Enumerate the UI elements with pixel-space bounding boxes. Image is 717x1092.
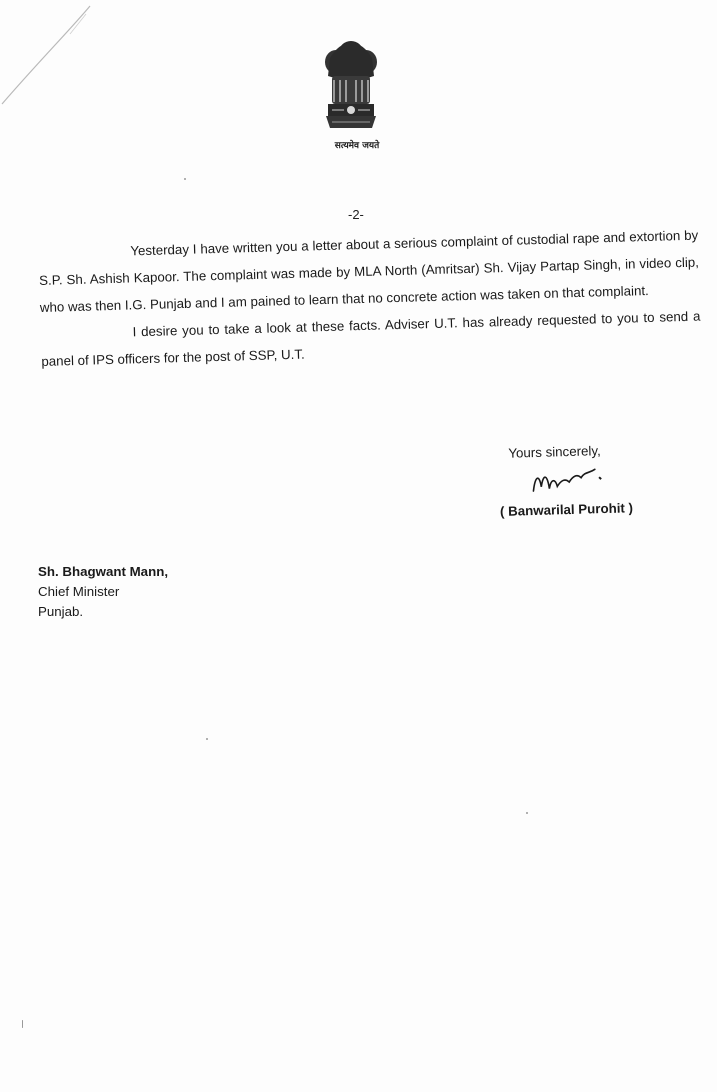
body-paragraph-1: Yesterday I have written you a letter about a serious complaint of custodial rape and extortion by S.P. Sh. Ashish Kapoor. The complaint was made by MLA North (Amritsar) Sh. Vijay Partap Singh, in video clip, who was then I.G. Punjab and I am pained to learn that no concrete action was taken on that complaint. [38,227,700,315]
paper-fold-mark [0,0,120,120]
paper-speck [22,1020,23,1028]
closing-salutation: Yours sincerely, [508,443,601,461]
sender-name: ( Banwarilal Purohit ) [499,500,634,519]
state-emblem-icon [318,36,384,146]
handwritten-signature [529,463,610,499]
recipient-place: Punjab. [38,604,84,619]
paper-speck [526,812,528,814]
letter-body [38,222,702,375]
closing-block [498,436,658,519]
recipient-address [38,562,168,622]
page-number: -2- [348,207,364,222]
body-paragraph-2: I desire you to take a look at these facts. Adviser U.T. has already requested to you to send a panel of IPS officers for the post of SSP, U.T. [41,308,701,369]
paper-speck [206,738,208,740]
recipient-title: Chief Minister [38,584,120,599]
paper-speck [184,178,186,180]
recipient-name: Sh. Bhagwant Mann, [38,564,169,579]
emblem-motto: सत्यमेव जयते [334,141,380,151]
